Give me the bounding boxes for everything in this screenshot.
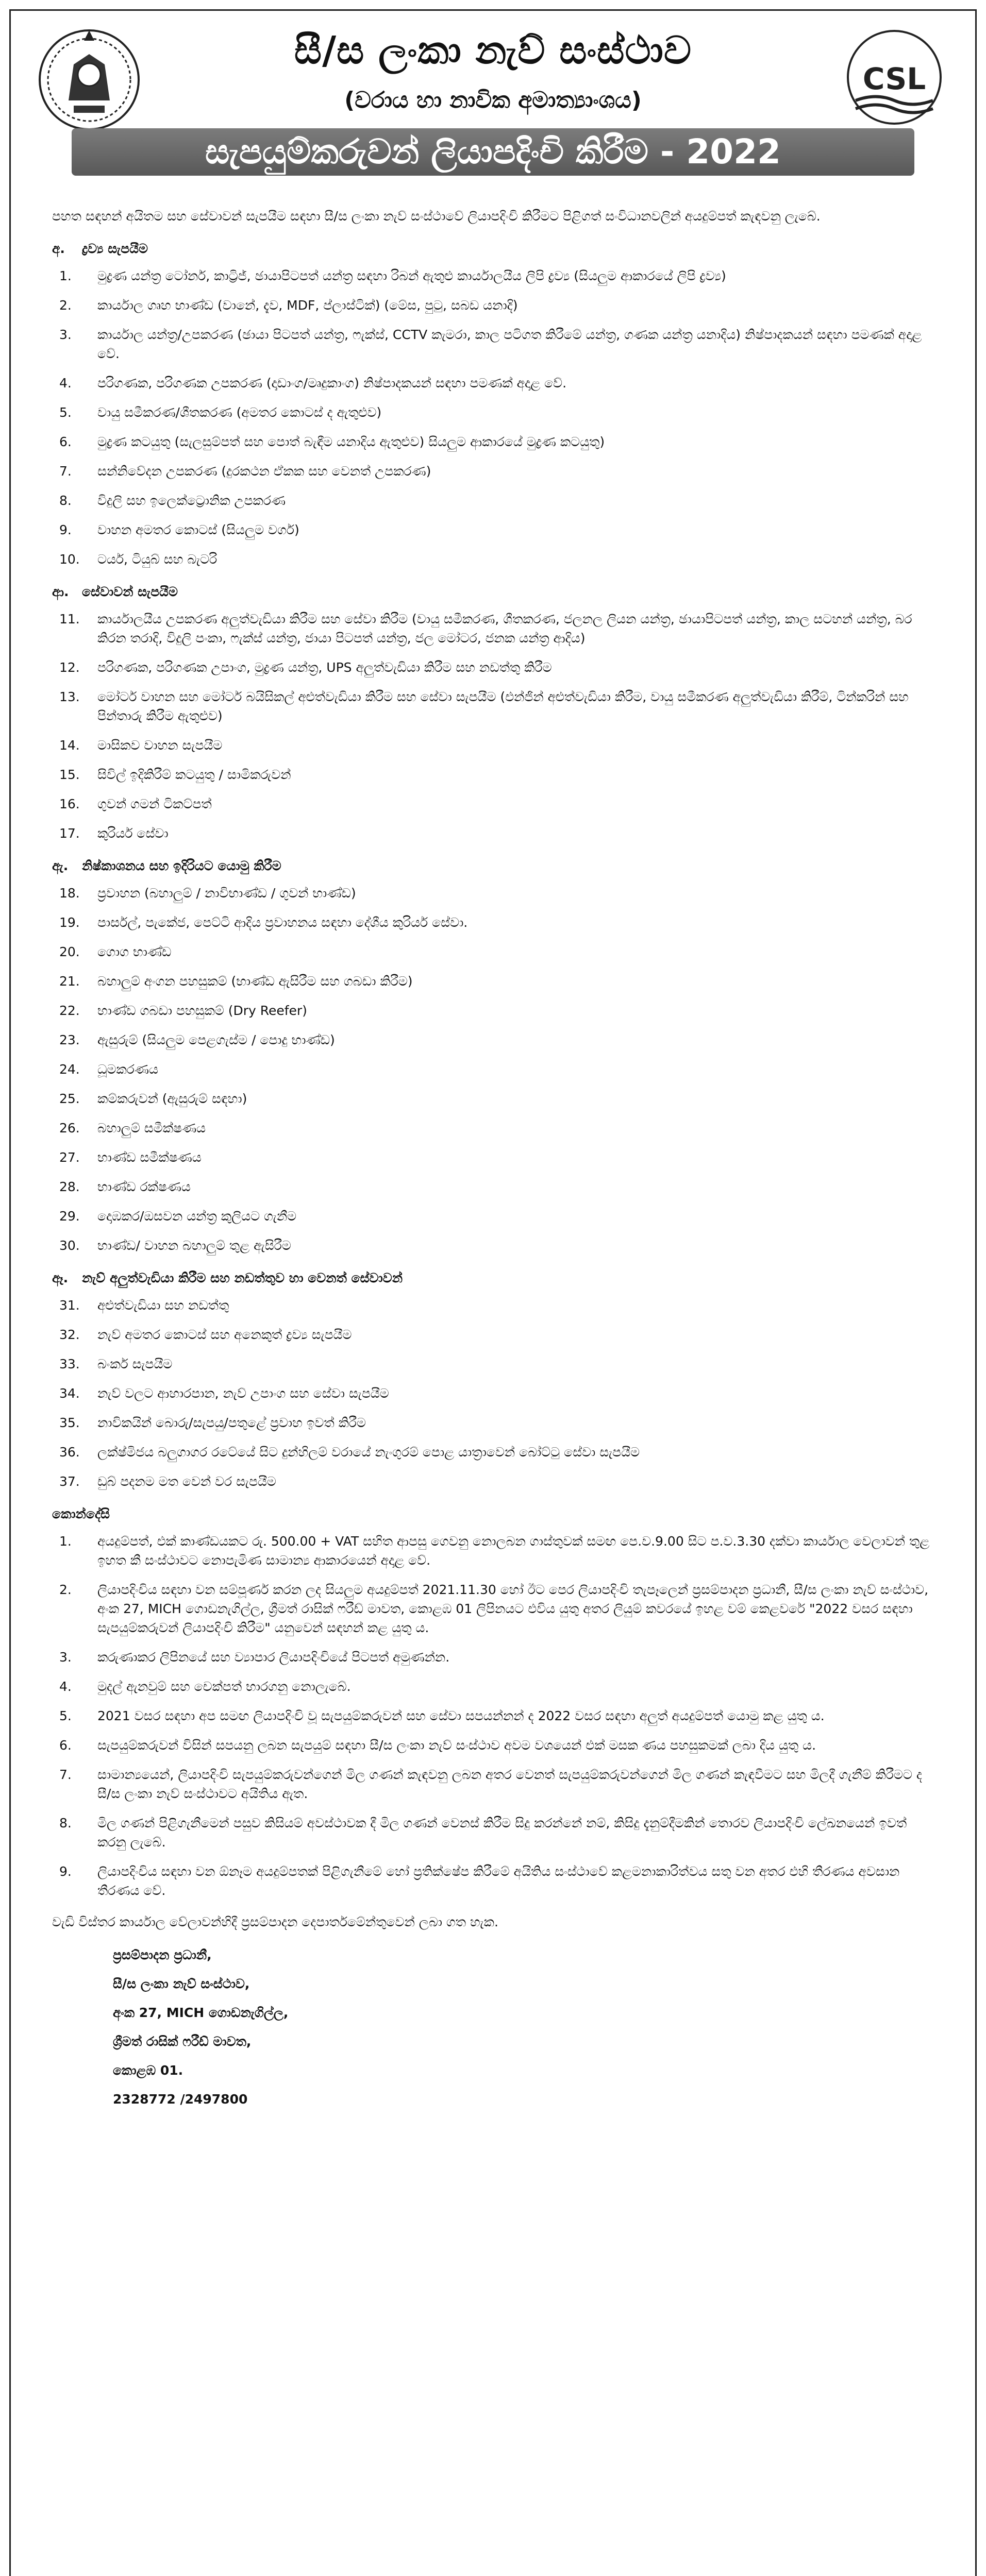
section-heading — [52, 239, 934, 258]
list-item — [52, 1296, 934, 1315]
item-text: පරිගණක, පරිගණක උපාංග, මුද්‍රණ යන්ත්‍ර, UPS අලුත්වැඩියා කිරීම සහ නඩත්තු කිරීම — [97, 660, 552, 675]
list-item — [52, 1472, 934, 1491]
list-item — [52, 491, 934, 510]
section-title: නිෂ්කාශනය සහ ඉදිරියට යොමු කිරීම — [82, 858, 281, 873]
section-title: නැව් අලුත්වැඩියා කිරීම සහ නඩත්තුව හා වෙනත් සේවාවන් — [82, 1270, 403, 1285]
item-number: 2. — [59, 298, 72, 313]
item-text: ලියාපදිංචිය සඳහා වන සම්පූර්ණ කරන ලද සියලුම අයදුම්පත් 2021.11.30 හෝ ඊට පෙර ලියාපදිංචි තැපෑලෙන් ප්‍රසම්පාදන ප්‍රධානී, සී/ස ලංකා නැව් සංස්ථාව, අංක 27, MICH ගොඩනැගිල්ල, ශ්‍රීමත් රාසික් ෆරීඩ් මාවත, කොළඹ 01 ලිපිනයට එවිය යුතු අතර ලියුම් කවරයේ ඉහළ වම් කෙළවරේ "2022 වසර සඳහා සැපයුම්කරුවන් ලියාපදිංචි කිරීම" යනුවෙන් සඳහන් කළ යුතු ය. — [97, 1582, 929, 1635]
item-text: භාණ්ඩ/ වාහන බහාලුම් තුළ ඇසිරීම — [97, 1238, 291, 1253]
list-item — [52, 266, 934, 285]
list-item — [52, 609, 934, 648]
item-text: සැපයුම්කරුවන් විසින් සපයනු ලබන සැපයුම් සඳහා සී/ස ලංකා නැව් සංස්ථාව අවම වශයෙන් එක් මසක ණය පහසුකමක් ලබා දිය යුතු ය. — [97, 1738, 816, 1753]
condition-item — [52, 1532, 934, 1570]
item-text: බහාලුම් සමීක්ෂණය — [97, 1121, 206, 1136]
section-label: ඈ. — [52, 1270, 69, 1285]
item-text: නැව් අමතර කොටස් සහ අනෙකුත් ද්‍රව්‍ය සැපයීම — [97, 1327, 352, 1342]
condition-item — [52, 1736, 934, 1755]
item-text: වාහන අමතර කොටස් (සියලුම වර්ග) — [97, 522, 299, 537]
condition-item — [52, 1862, 934, 1900]
item-text: අයදුම්පත්, එක් කාණ්ඩයකට රු. 500.00 + VAT සහිත ආපසු ගෙවනු නොලබන ගාස්තුවක් සමඟ පෙ.ව.9.00 සිට ප.ව.3.30 දක්වා කාර්යාල වෙලාවන් තුළ ඉහත කී සංස්ථාවට නොපැමිණ සාමාන්‍ය ආකාරයෙන් අදාළ වේ. — [97, 1534, 930, 1568]
condition-item — [52, 1706, 934, 1725]
list-item — [52, 972, 934, 991]
list-item — [52, 1089, 934, 1108]
item-number: 31. — [59, 1298, 80, 1313]
item-text: ටයර්, ටියුබ් සහ බැටරි — [97, 552, 218, 567]
item-text: මාසිකව වාහන සැපයීම — [97, 738, 223, 753]
item-number: 13. — [59, 689, 80, 704]
item-number: 26. — [59, 1121, 80, 1136]
section-heading — [52, 1268, 934, 1287]
list-item — [52, 884, 934, 903]
contact-address — [113, 1941, 934, 2114]
item-number: 30. — [59, 1238, 80, 1253]
list-item — [52, 1118, 934, 1138]
item-number: 7. — [59, 464, 72, 479]
section-title: ද්‍රව්‍ය සැපයීම — [82, 241, 148, 256]
title-banner — [72, 128, 914, 176]
item-number: 28. — [59, 1179, 80, 1194]
phone-number: 2328772 /2497800 — [113, 2092, 248, 2107]
list-item — [52, 403, 934, 422]
list-item — [52, 1236, 934, 1255]
item-number: 18. — [59, 886, 80, 901]
item-number: 5. — [59, 1708, 72, 1723]
item-number: 27. — [59, 1150, 80, 1165]
list-item — [52, 913, 934, 932]
csl-logo-icon — [840, 28, 948, 126]
item-number: 23. — [59, 1032, 80, 1047]
item-text: අළුත්වැඩියා සහ නඩත්තු — [97, 1298, 229, 1313]
item-text: සන්නිවේදන උපකරණ (දුරකථන ඒකක සහ වෙනත් උපකරණ) — [97, 464, 431, 479]
item-number: 9. — [59, 522, 72, 537]
intro-paragraph: පහත සඳහන් අයිතම සහ සේවාවන් සැපයීම සඳහා සී/ස ලංකා නැව් සංස්ථාවේ ලියාපදිංචි කිරීමට පිළිගත් සංවිධානවලින් අයදුම්පත් කැඳවනු ලැබේ. — [52, 209, 821, 224]
item-number: 17. — [59, 826, 80, 841]
list-item — [52, 765, 934, 784]
address-line: කොළඹ 01. — [113, 2063, 183, 2078]
list-item — [52, 1001, 934, 1020]
address-line: සී/ස ලංකා නැව් සංස්ථාව, — [113, 1976, 250, 1991]
condition-item — [52, 1765, 934, 1803]
item-text: කාර්යාල ගෘහ භාණ්ඩ (වානේ, දැව, MDF, ප්ලාස්ටික්) (මේස, පුටු, සබඩ යනාදි) — [97, 298, 518, 313]
item-number: 29. — [59, 1209, 80, 1224]
ministry-subtitle: (වරාය හා නාවික අමාත්‍යාංශය) — [344, 87, 642, 113]
item-text: කාර්යාලයීය උපකරණ අලුත්වැඩියා කිරීම සහ සේවා කිරීම (වායු සමීකරණ, ශීතකරණ, ජලනල ලියන යන්ත්‍ර, ඡායාපිටපත් යන්ත්‍ර, කාල සටහන් යන්ත්‍ර, බර කිරන තරාදි, විදුලි පංකා, ෆැක්ස් යන්ත්‍ර, ජායා පිටපත් යන්ත්‍ර, ජල මෝටර, ජනක යන්ත්‍ර ආදිය) — [97, 612, 912, 646]
list-item — [52, 1207, 934, 1226]
item-text: 2021 වසර සඳහා අප සමඟ ලියාපදිංචි වූ සැපයුම්කරුවන් සහ සේවා සපයන්නන් ද 2022 වසර සඳහා අලුත් අයදුම්පත් යොමු කළ යුතු ය. — [97, 1708, 825, 1723]
item-number: 8. — [59, 1816, 72, 1831]
item-text: මුදල් ඇනවුම් සහ චෙක්පත් භාරගනු නොලැබේ. — [97, 1679, 351, 1694]
item-text: ඩුබ් පදනම මත වෙන් වර සැපයීම — [97, 1474, 276, 1489]
address-line: අංක 27, MICH ගොඩනැගිල්ල, — [113, 2005, 289, 2020]
item-text: පරිගණක, පරිගණක උපකරණ (දෘඩාංග/මෘදුකාංග) නිෂ්පාදකයන් සඳහා පමණක් අදාළ වේ. — [97, 376, 567, 391]
list-item — [52, 520, 934, 539]
item-text: භාණ්ඩ රක්ෂණය — [97, 1179, 191, 1194]
item-text: කාර්යාල යන්ත්‍ර/උපකරණ (ඡායා පිටපත් යන්ත්‍ර, ෆැක්ස්, CCTV කැමරා, කාල පටිගත කිරීමේ යන්ත්‍ර, ගණක යන්ත්‍ර යනාදිය) නිෂ්පාදකයන් සඳහා පමණක් අදාළ වේ. — [97, 327, 922, 361]
list-item — [52, 942, 934, 961]
item-number: 22. — [59, 1003, 80, 1018]
item-text: මුද්‍රණ කටයුතු (සැලසුම්පත් සහ පොත් බැඳීම යනාදිය ඇතුළුව) සියලුම ආකාරයේ මුද්‍රණ කටයුතු) — [97, 434, 605, 449]
item-number: 1. — [59, 1534, 72, 1549]
list-item — [52, 1354, 934, 1374]
item-number: 3. — [59, 327, 72, 342]
item-text: ගොග භාණ්ඩ — [97, 944, 172, 959]
item-text: නාවිකයින් බොරු/සැපයු/පතුළේ ප්‍රවාහ ඉවත් කිරීම — [97, 1415, 366, 1430]
address-line: ශ්‍රීමත් රාසික් ෆරීඩ් මාවත, — [113, 2034, 252, 2049]
item-text: විදුලි සහ ඉලෙක්ට්‍රොනික උපකරණ — [97, 493, 286, 508]
item-text: ලියාපදිංචිය සඳහා වන ඕනෑම අයදුම්පතක් පිළිගැනීමේ හෝ ප්‍රතික්ෂේප කිරීමේ අයිතිය සංස්ථාවේ කළමනාකාරිත්වය සතු වන අතර එහි තීරණය අවසාන තීරණය වේ. — [97, 1864, 900, 1898]
section-label: අ. — [52, 241, 65, 256]
item-number: 21. — [59, 974, 80, 989]
item-number: 2. — [59, 1582, 72, 1597]
list-item — [52, 1443, 934, 1462]
item-text: නැව් වලට ආහාරපාන, නැව් උපාංග සහ සේවා සැපයීම — [97, 1386, 389, 1401]
list-item — [52, 296, 934, 315]
item-text: පාර්සල්, පැකේජ, පෙට්ටි ආදිය ප්‍රවාහනය සඳහා දේශීය කුරියර් සේවා. — [97, 915, 468, 930]
section-label: ඇ. — [52, 858, 69, 873]
item-number: 36. — [59, 1445, 80, 1460]
conditions-heading: කොන්දේසි — [52, 1506, 110, 1521]
item-number: 37. — [59, 1474, 80, 1489]
list-item — [52, 736, 934, 755]
item-text: කම්කරුවන් (ඇසුරුම් සඳහා) — [97, 1091, 247, 1106]
item-number: 6. — [59, 434, 72, 449]
list-item — [52, 374, 934, 393]
section-label: ආ. — [52, 584, 69, 599]
list-item — [52, 1030, 934, 1049]
condition-item — [52, 1648, 934, 1667]
list-item — [52, 1384, 934, 1403]
closing-note: වැඩි විස්තර කාර්යාල වේලාවන්හිදී ප්‍රසම්පාදන දෙපාර්තමේන්තුවෙන් ලබා ගත හැක. — [52, 1914, 498, 1929]
item-text: ඇසුරුම් (සියලුම පෙළගැස්ම / පොදු භාණ්ඩ) — [97, 1032, 335, 1047]
item-text: මිල ගණන් පිළිගැනීමෙන් පසුව කිසියම් අවස්ථාවක දී මිල ගණන් වෙනස් කිරීම සිදු කරන්නේ නම්, කිසිදු දැනුම්දීමකින් තොරව ලියාපදිංචි ලේඛනයෙන් ඉවත් කරනු ලැබේ. — [97, 1816, 907, 1850]
list-item — [52, 1325, 934, 1344]
condition-item — [52, 1580, 934, 1637]
item-text: දොඹකර/ඔසවන යන්ත්‍ර කුලියට ගැනීම — [97, 1209, 297, 1224]
item-number: 32. — [59, 1327, 80, 1342]
item-number: 24. — [59, 1062, 80, 1077]
item-text: කරුණාකර ලිපිනයේ සහ ව්‍යාපාර ලියාපදිංචියේ පිටපත් අමුණන්න. — [97, 1650, 450, 1665]
section-heading — [52, 856, 934, 875]
item-number: 33. — [59, 1357, 80, 1371]
list-item — [52, 658, 934, 677]
item-number: 19. — [59, 915, 80, 930]
item-text: බහාලුම් අංගන පහසුකම් (භාණ්ඩ ඇසිරීම සහ ගබඩා කිරීම) — [97, 974, 413, 989]
item-text: සාමාන්‍යයෙන්, ලියාපදිංචි සැපයුම්කරුවන්ගෙන් මිල ගණන් කැඳවනු ලබන අතර වෙනත් සැපයුම්කරුවන්ගෙන් මිල ගණන් කැඳවීමට සහ මිලදී ගැනීම් කිරීමට ද සී/ස ලංකා නැව් සංස්ථාවට අයිතිය ඇත. — [97, 1767, 922, 1801]
item-number: 4. — [59, 1679, 72, 1694]
item-number: 10. — [59, 552, 80, 567]
banner-title: සැපයුම්කරුවන් ලියාපදිංචි කිරීම - 2022 — [205, 131, 781, 172]
list-item — [52, 1413, 934, 1432]
section-heading — [52, 582, 934, 601]
item-text: ලක්ෂ්මිජය බලුගාගර රටේයේ සිට දුන්හිලම් වරායේ නැංගුරම් පොළ යාත්‍රාවෙන් බෝට්ටු සේවා සැපයීම — [97, 1445, 640, 1460]
section-title: සේවාවන් සැපයීම — [82, 584, 178, 599]
item-text: භාණ්ඩ ගබඩා පහසුකම් (Dry Reefer) — [97, 1003, 307, 1018]
item-number: 12. — [59, 660, 80, 675]
item-number: 4. — [59, 376, 72, 391]
list-item — [52, 462, 934, 481]
item-number: 5. — [59, 405, 72, 420]
item-text: කුරියර් සේවා — [97, 826, 169, 841]
org-title: සී/ස ලංකා නැව් සංස්ථාව — [294, 28, 692, 73]
item-text: භාණ්ඩ සමීක්ෂණය — [97, 1150, 202, 1165]
item-text: ගුවන් ගමන් ටිකට්පත් — [97, 796, 212, 811]
list-item — [52, 794, 934, 814]
list-item — [52, 432, 934, 451]
item-number: 34. — [59, 1386, 80, 1401]
item-number: 14. — [59, 738, 80, 753]
notice-body — [52, 207, 934, 2114]
list-item — [52, 325, 934, 363]
item-number: 3. — [59, 1650, 72, 1665]
address-line: ප්‍රසම්පාදන ප්‍රධානී, — [113, 1947, 212, 1962]
item-text: මෝටර් වාහන සහ මෝටර් බයිසිකල් අළුත්වැඩියා කිරීම සහ සේවා සැපයීම (එන්ජින් අළුත්වැඩියා කිරීම, වායු සමීකරණ අලුත්වැඩියා කිරීම්, ටින්කරින් සහ පින්තාරු කිරීම ඇතුළුව) — [97, 689, 909, 723]
list-item — [52, 1060, 934, 1079]
item-number: 7. — [59, 1767, 72, 1782]
csl-logo-text: CSL — [862, 61, 926, 96]
item-number: 11. — [59, 612, 80, 626]
item-text: ප්‍රවාහන (බහාලුම් / නාවිභාණ්ඩ / ගුවන් භාණ්ඩ) — [97, 886, 356, 901]
item-number: 25. — [59, 1091, 80, 1106]
list-item — [52, 824, 934, 843]
item-text: බංකර් සැපයීම — [97, 1357, 173, 1371]
item-text: මුද්‍රණ යන්ත්‍ර ටෝනර්, කාට්‍රිජ්, ඡායාපිටපත් යන්ත්‍ර සඳහා රිබන් ඇතුළු කාර්යාලයීය ලිපි ද්‍රව්‍ය (සියලුම ආකාරයේ ලිපි ද්‍රව්‍ය) — [97, 268, 726, 283]
header — [11, 11, 975, 181]
item-text: වායු සමීකරණ/ශීතකරණ (අමතර කොටස් ද ඇතුළුව) — [97, 405, 382, 420]
item-number: 15. — [59, 767, 80, 782]
item-number: 1. — [59, 268, 72, 283]
item-text: ධූමකරණය — [97, 1062, 158, 1077]
item-number: 8. — [59, 493, 72, 508]
notice-page — [9, 9, 977, 2576]
item-number: 9. — [59, 1864, 72, 1879]
condition-item — [52, 1814, 934, 1852]
condition-item — [52, 1677, 934, 1696]
item-number: 35. — [59, 1415, 80, 1430]
list-item — [52, 687, 934, 725]
list-item — [52, 1177, 934, 1196]
list-item — [52, 550, 934, 569]
item-number: 20. — [59, 944, 80, 959]
list-item — [52, 1148, 934, 1167]
item-number: 16. — [59, 796, 80, 811]
item-number: 6. — [59, 1738, 72, 1753]
item-text: සිවිල් ඉදිකිරීම් කටයුතු / සාමිකරුවන් — [97, 767, 291, 782]
